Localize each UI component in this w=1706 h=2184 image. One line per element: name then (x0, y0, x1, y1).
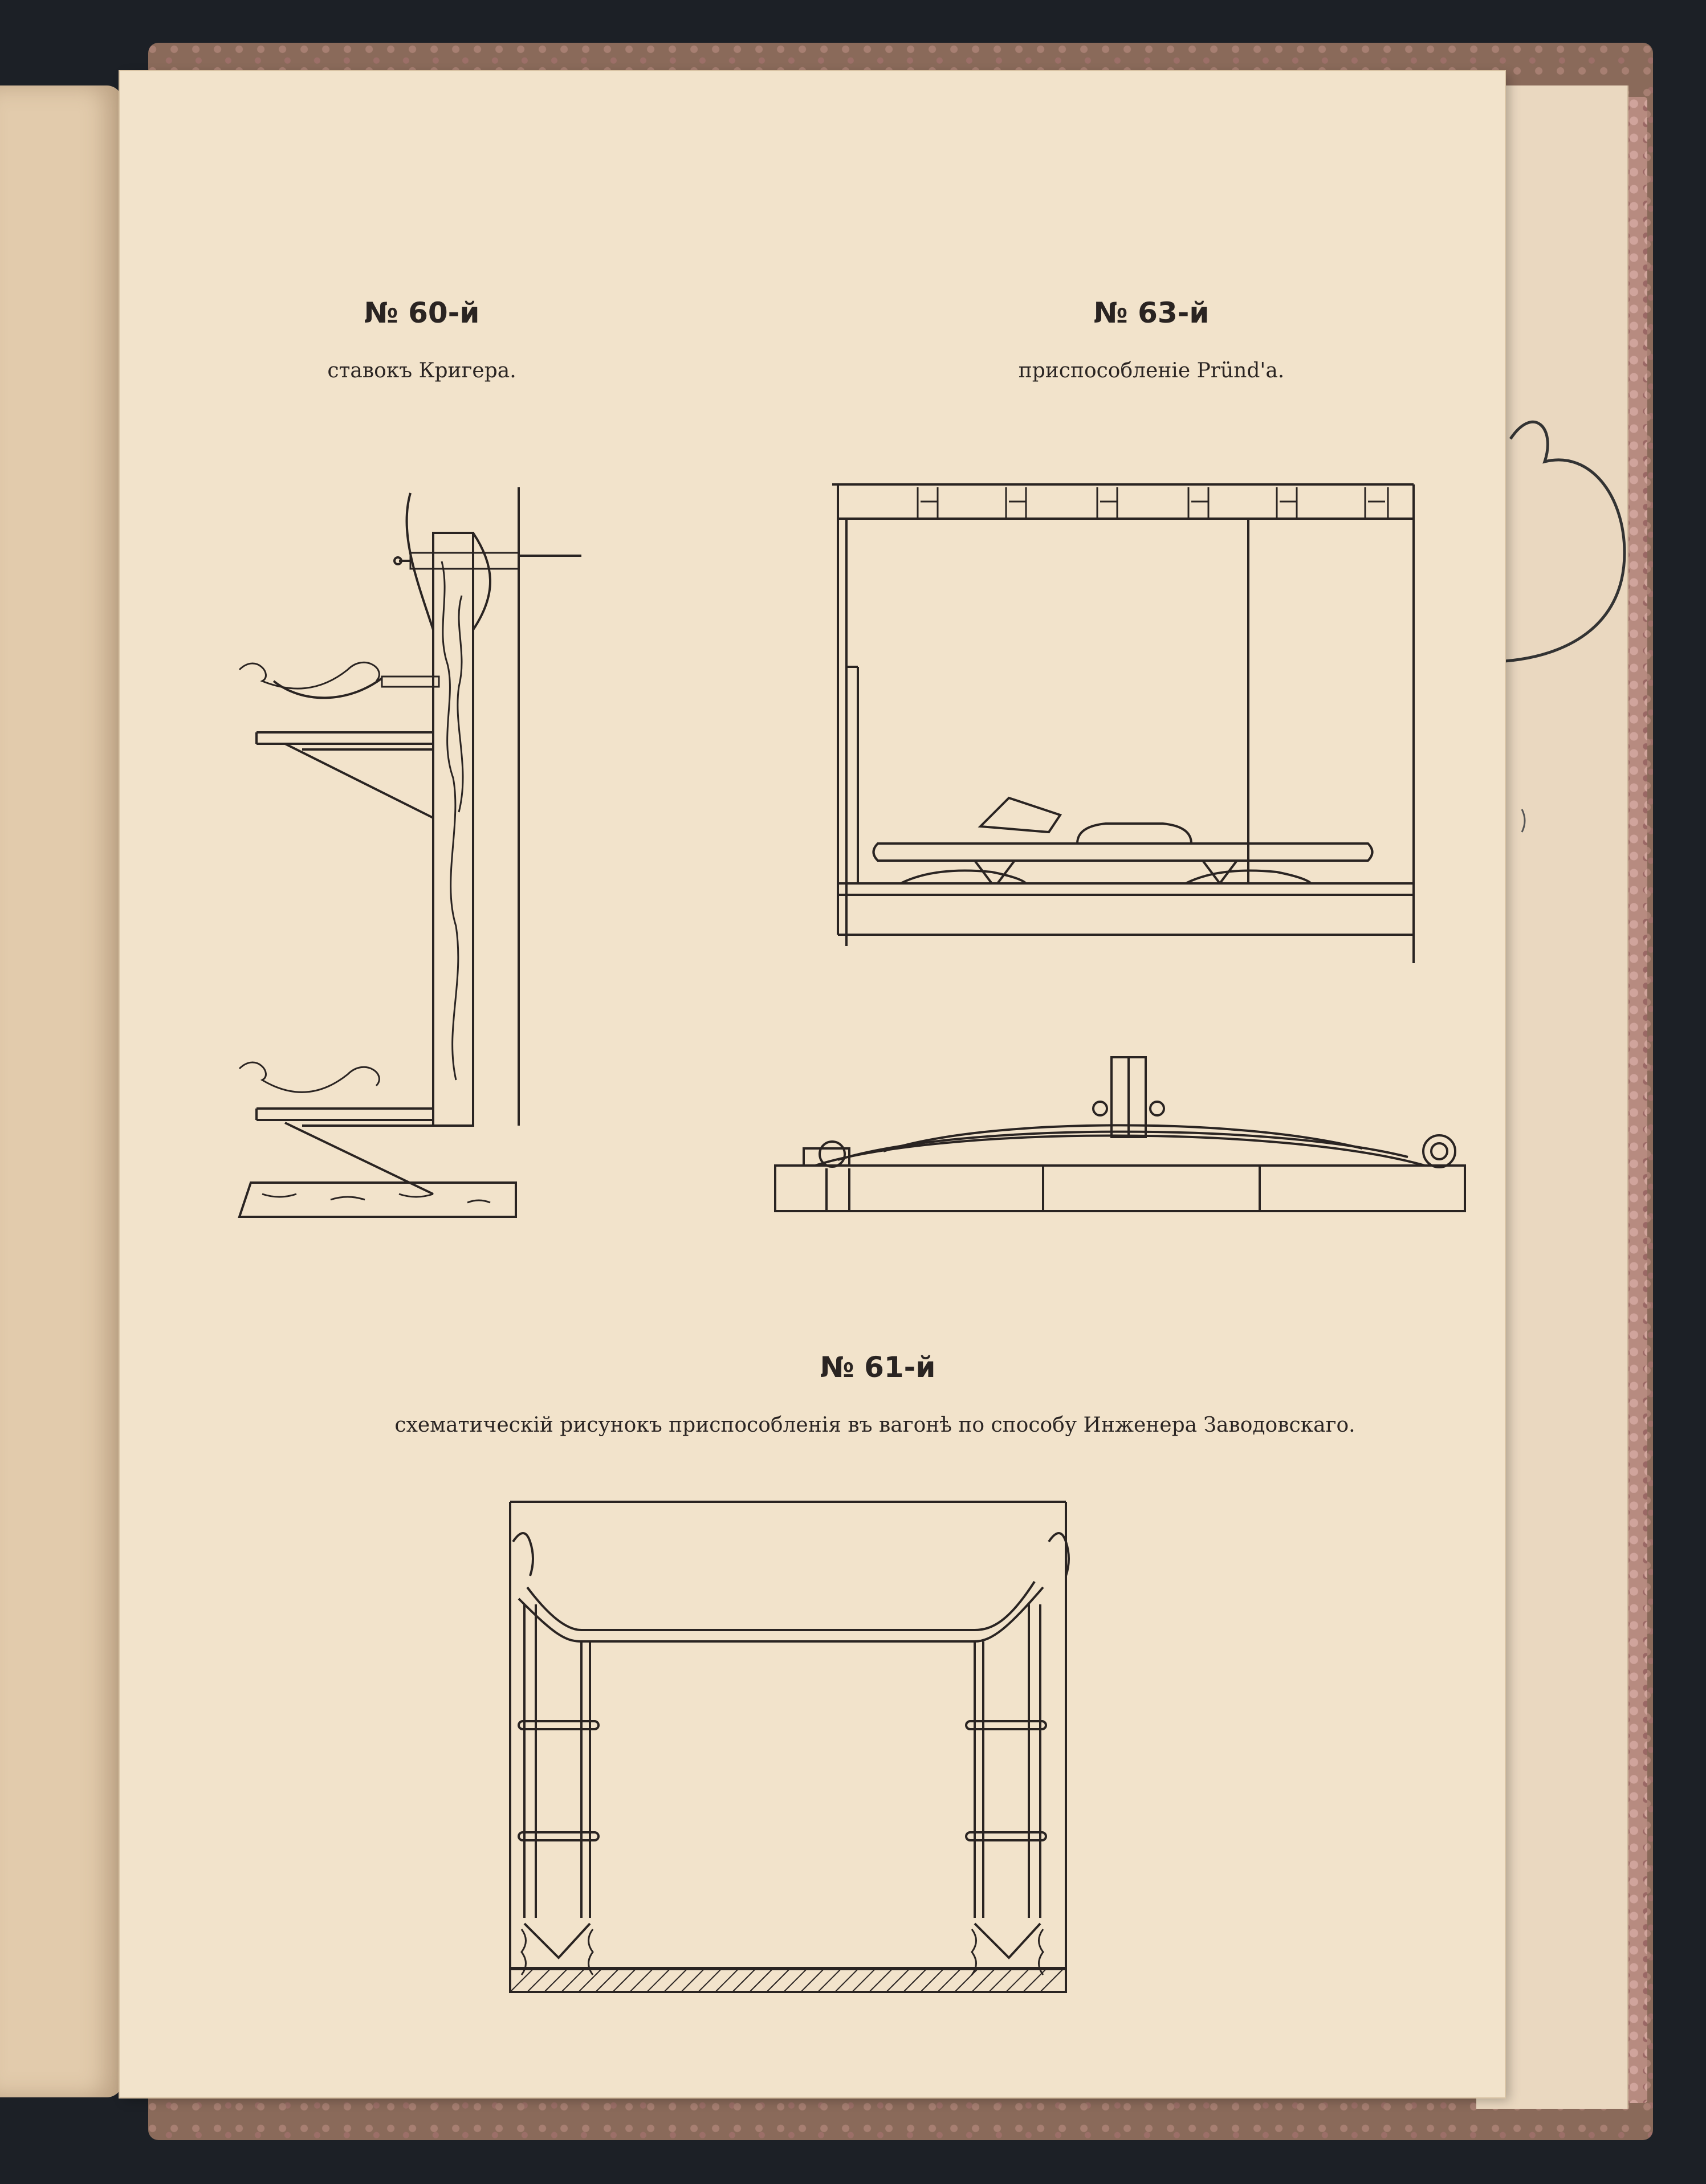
facing-left-page (0, 85, 123, 2097)
figure-63-car-drawing (826, 479, 1431, 969)
figure-60-caption: ставокъ Кригера. (327, 359, 516, 382)
figure-63-caption: приспособленіе Pründ'a. (1018, 359, 1285, 382)
figure-61-caption: схематическій рисунокъ приспособленія въ вагонѣ по способу Инженера Заводовскаго. (394, 1413, 1355, 1437)
figure-60-number: № 60-й (364, 296, 480, 329)
figure-63-spring-drawing (769, 1057, 1471, 1228)
figure-60-drawing (228, 482, 684, 1280)
figure-61-number: № 61-й (820, 1351, 936, 1384)
book-page (120, 71, 1505, 2097)
figure-63-number: № 63-й (1093, 296, 1210, 329)
figure-61-drawing (496, 1490, 1077, 2003)
